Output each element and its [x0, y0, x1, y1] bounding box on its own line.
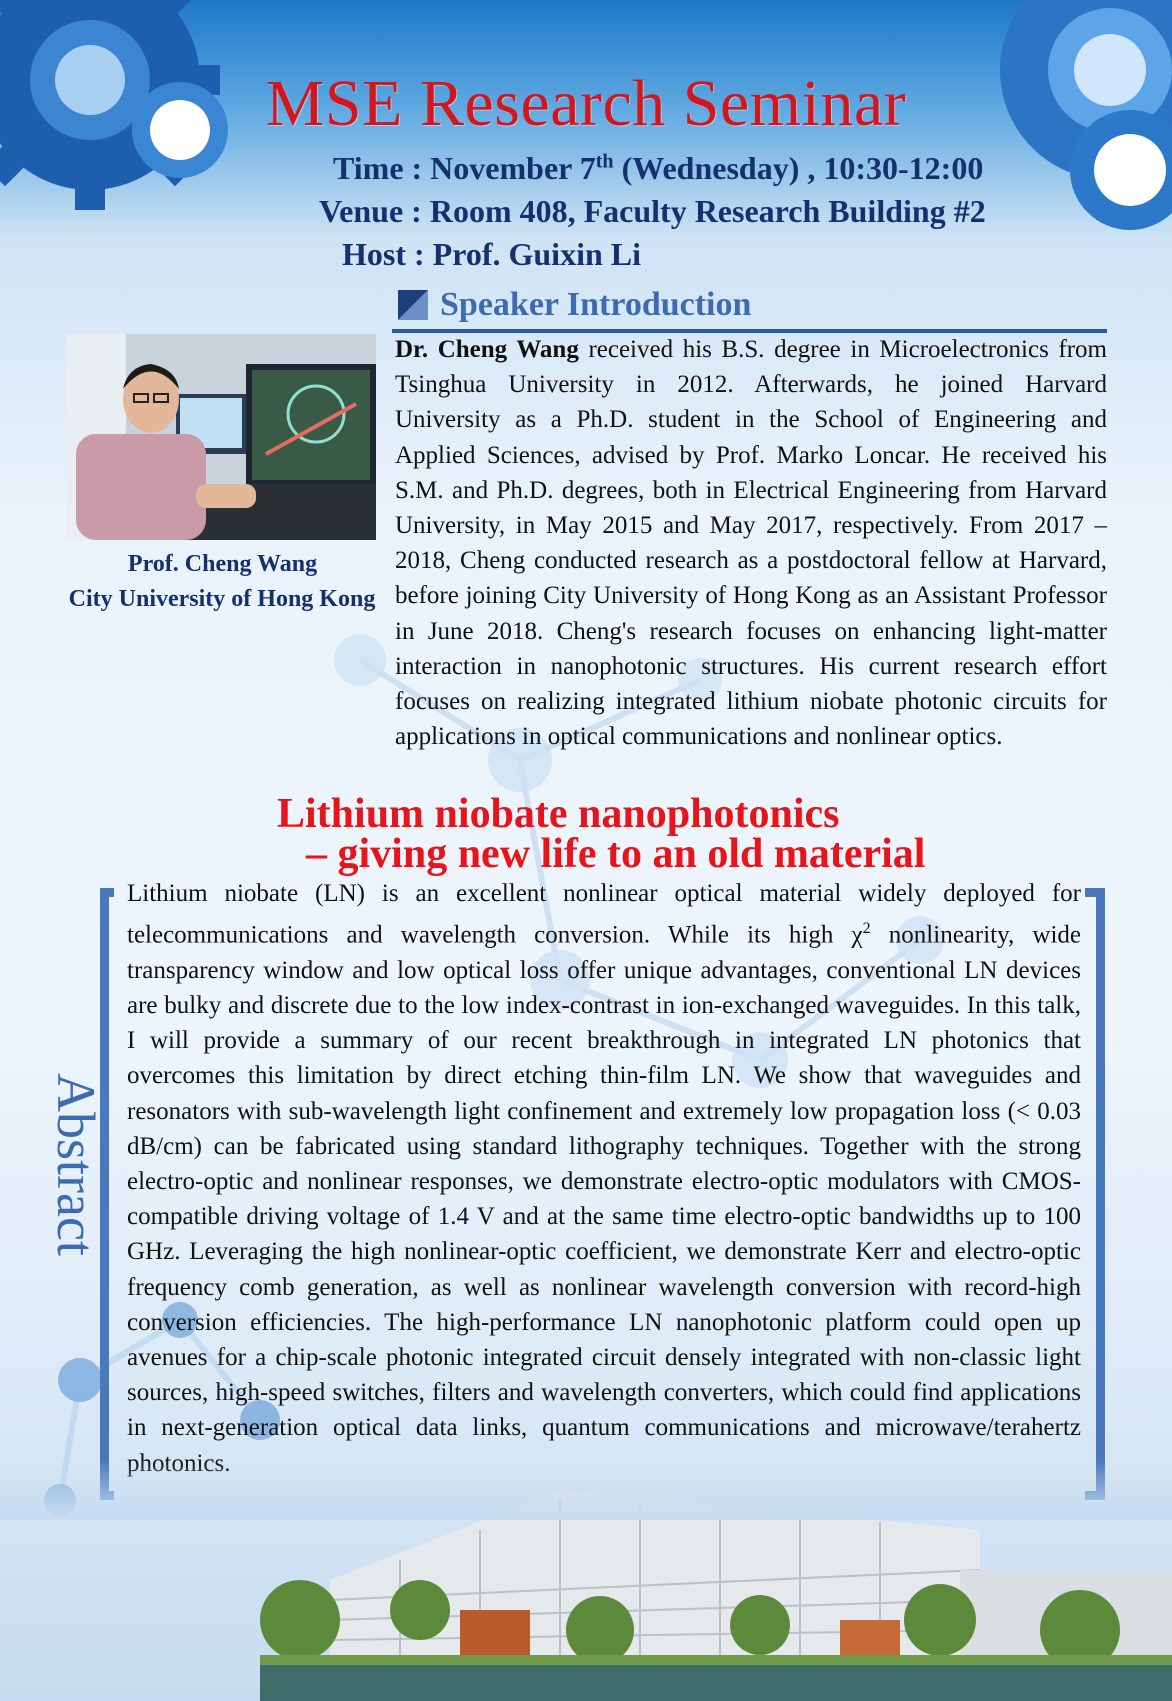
time-info [333, 150, 983, 187]
speaker-section-heading [398, 286, 751, 324]
abstract-bracket-right [1085, 888, 1105, 1500]
abstract-sup: 2 [862, 920, 871, 938]
bio-name: Dr. Cheng Wang [395, 336, 579, 363]
time-rest: (Wednesday) , 10:30-12:00 [613, 150, 984, 186]
time-label: Time : November 7 [333, 150, 596, 186]
section-title: Speaker Introduction [440, 286, 752, 323]
section-square-icon [398, 290, 428, 320]
page-title: MSE Research Seminar [265, 67, 907, 140]
abstract-label: Abstract [46, 1073, 106, 1256]
speaker-name: Prof. Cheng Wang [127, 551, 318, 577]
abstract-text-b: nonlinearity, wide transparency window and low optical loss offer unique advantages, conventional LN devices are bulky and discrete due to the low index-contrast in ion-exchanged waveguides. In this talk, I will provide a summary of our recent breakthrough in integrated LN photonics that overcomes this limitation by direct etching thin-film LN. We show that waveguides and resonators with sub-wavelength light confinement and extremely low propagation loss (< 0.03 dB/cm) can be fabricated using standard lithography techniques. Together with the strong electro-optic and nonlinear responses, we demonstrate electro-optic modulators with CMOS-compatible driving voltage of 1.4 V and at the same time electro-optic bandwidths up to 100 GHz. Leveraging the high nonlinear-optic coefficient, we demonstrate Kerr and electro-optic frequency comb generation, as well as nonlinear wavelength conversion with record-high conversion efficiencies. The high-performance LN nanophotonic platform could open up avenues for a chip-scale photonic integrated circuit densely integrated with non-classic light sources, high-speed switches, filters and wavelength converters, which could find applications in next-generation optical data links, quantum communications and microwave/terahertz [127, 921, 1081, 1442]
abstract-text [127, 876, 1081, 1481]
talk-title-line1: Lithium niobate nanophotonics [277, 791, 840, 837]
host-info: Host : Prof. Guixin Li [342, 236, 641, 272]
abstract-text-a: Lithium niobate (LN) is an excellent nonlinear optical material widely deployed for telecommunications and wavelength conversion. While its high χ [127, 880, 1081, 949]
speaker-affiliation: City University of Hong Kong [68, 586, 376, 612]
time-sup: th [595, 150, 614, 173]
speaker-photo [66, 334, 376, 540]
speaker-bio [395, 332, 1107, 754]
talk-title-line2: – giving new life to an old material [306, 831, 926, 877]
campus-building-image [0, 1460, 1172, 1701]
bio-text: received his B.S. degree in Microelectronics from Tsinghua University in 2012. Afterwards, he joined Harvard University as a Ph.D. student in the School of Engineering and Applied Sciences, advised by Prof. Marko Loncar. He received his S.M. and Ph.D. degrees, both in Electrical Engineering from Harvard University, in May 2015 and May 2017, respectively. From 2017 – 2018, Cheng conducted research as a postdoctoral fellow at Harvard, before joining City University of Hong Kong as an Assistant Professor in June 2018. Cheng's research focuses on enhancing light-matter interaction in nanophotonic structures. His current research effort focuses on realizing integrated lithium niobate photonic circuits for applications in optical communications and nonlinear optics. [395, 336, 1107, 751]
venue-info: Venue : Room 408, Faculty Research Building #2 [319, 193, 986, 229]
